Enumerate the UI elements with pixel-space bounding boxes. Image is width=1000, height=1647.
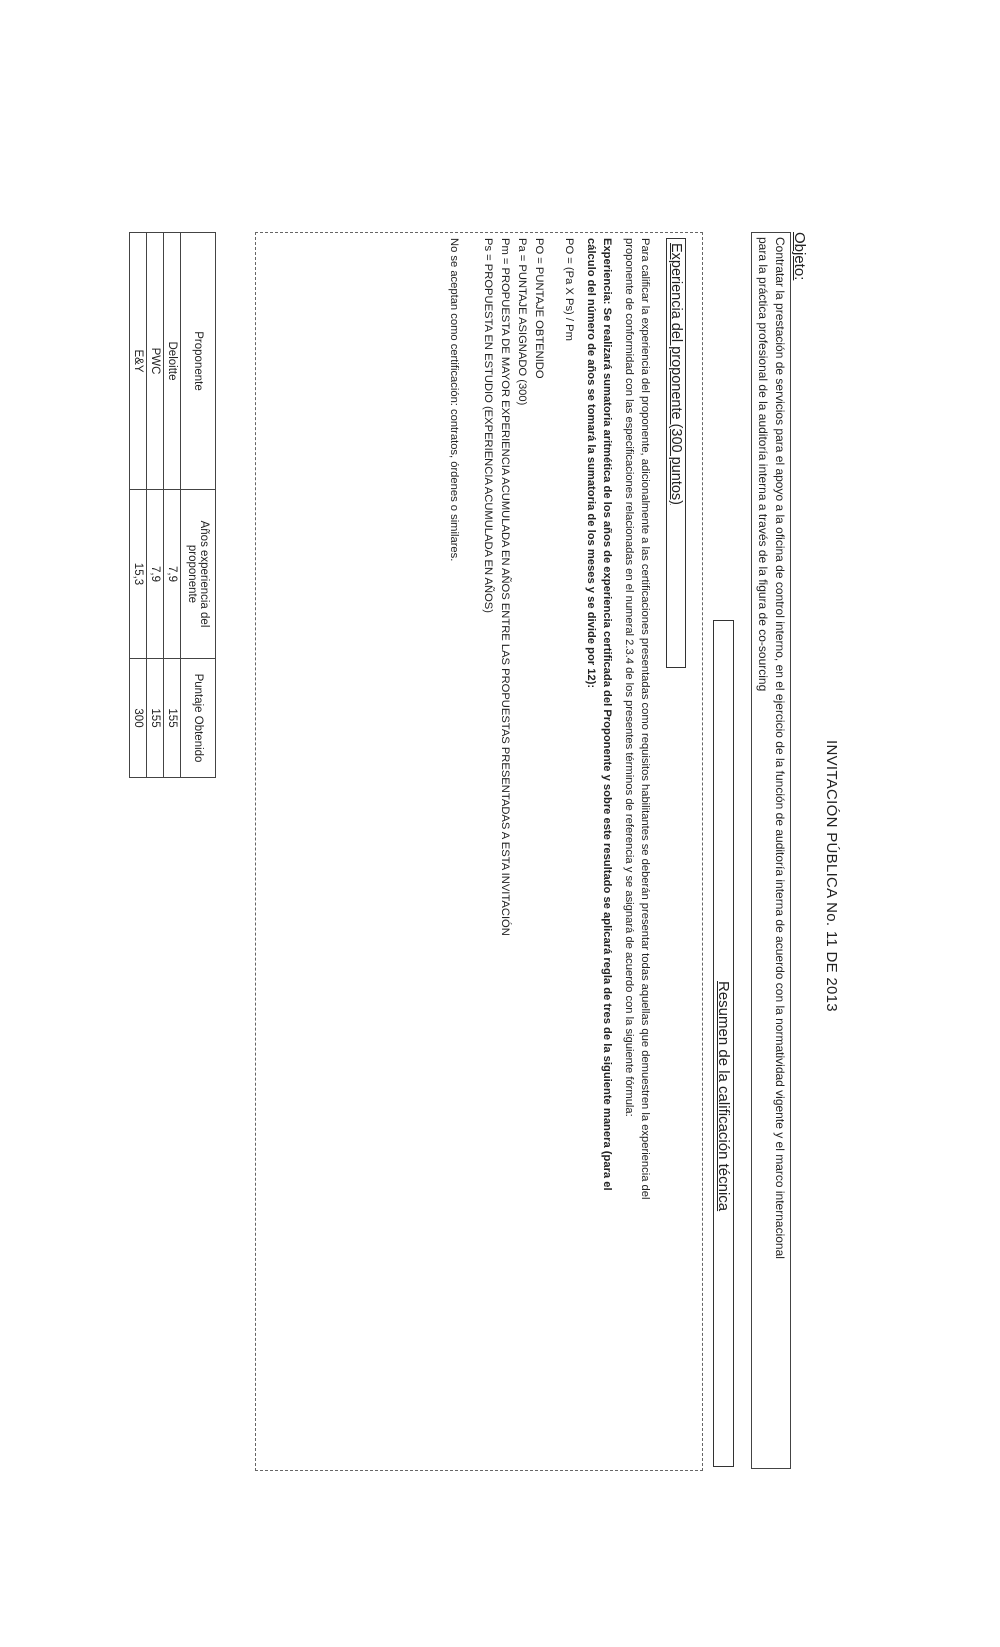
results-table (129, 232, 216, 778)
cell-proponente: PWC (147, 233, 164, 490)
table-row (130, 233, 147, 778)
page-title: INVITACIÓN PÚBLICA No. 11 DE 2013 (823, 740, 840, 1012)
cell-puntaje: 155 (164, 659, 181, 778)
rule-line: cálculo del número de años se tomará la sumatoria de los meses y se divide por 12): (585, 238, 597, 689)
paragraph-line: proponente de conformidad con las especificaciones relacionadas en el numeral 2.3.4 de los presentes términos de referencia y se asignará de acuerdo con la siguiente fórmula: (623, 238, 635, 1117)
rule-line: Experiencia: Se realizará sumatoria aritmética de los años de experiencia certificada del Proponente y sobre este resultado se aplicará regla de tres de la siguiente manera (para el (601, 238, 613, 1191)
header-anos: Años experiencia del proponente (181, 490, 216, 659)
paragraph-line: Para calificar la experiencia del proponente, adicionalmente a las certificaciones presentadas como requisitos habilitantes se deberán presentar todas aquellas que demuestren la experiencia del (639, 238, 651, 1200)
section-title: Resumen de la calificación técnica (715, 981, 732, 1212)
header-proponente: Proponente (181, 233, 216, 490)
objeto-text-line: para la práctica profesional de la auditoría interna a través de la figura de co-sourcing (756, 237, 770, 692)
experiencia-paragraph (621, 238, 653, 1463)
cell-anos: 7,9 (147, 490, 164, 659)
header-puntaje: Puntaje Obtenido (181, 659, 216, 778)
section-title-box (713, 620, 734, 1467)
table-row (147, 233, 164, 778)
cell-puntaje: 155 (147, 659, 164, 778)
table-row (164, 233, 181, 778)
definition-po: PO = PUNTAJE OBTENIDO (533, 238, 545, 379)
cell-proponente: Deloitte (164, 233, 181, 490)
objeto-text-box (751, 232, 791, 1469)
definition-pm: Pm = PROPUESTA DE MAYOR EXPERIENCIA ACUMULADA EN AÑOS ENTRE LAS PROPUESTAS PRESENTADAS A ESTA INVITACIÓN (499, 238, 511, 936)
objeto-block (751, 232, 808, 1469)
formula-definitions (479, 238, 547, 1463)
cell-anos: 15,3 (130, 490, 147, 659)
formula: PO = (Pa X Ps) / Pm (563, 238, 575, 341)
experiencia-rule (583, 238, 615, 1463)
definition-ps: Ps = PROPUESTA EN ESTUDIO (EXPERIENCIA ACUMULADA EN AÑOS) (482, 238, 494, 613)
cell-anos: 7,9 (164, 490, 181, 659)
table-header-row (181, 233, 216, 778)
definition-pa: Pa = PUNTAJE ASIGNADO (300) (516, 238, 528, 406)
objeto-label: Objeto: (791, 232, 808, 281)
cell-proponente: E&Y (130, 233, 147, 490)
cell-puntaje: 300 (130, 659, 147, 778)
objeto-text-line: Contratar la prestación de servicios para el apoyo a la oficina de control interno, en el ejercicio de la función de auditoría interna de acuerdo con la normatividad vigente y el marco internacional (773, 237, 787, 1259)
experiencia-title: Experiencia del proponente (300 puntos) (666, 238, 686, 668)
certification-note: No se aceptan como certificación: contratos, órdenes o similares. (448, 238, 460, 562)
